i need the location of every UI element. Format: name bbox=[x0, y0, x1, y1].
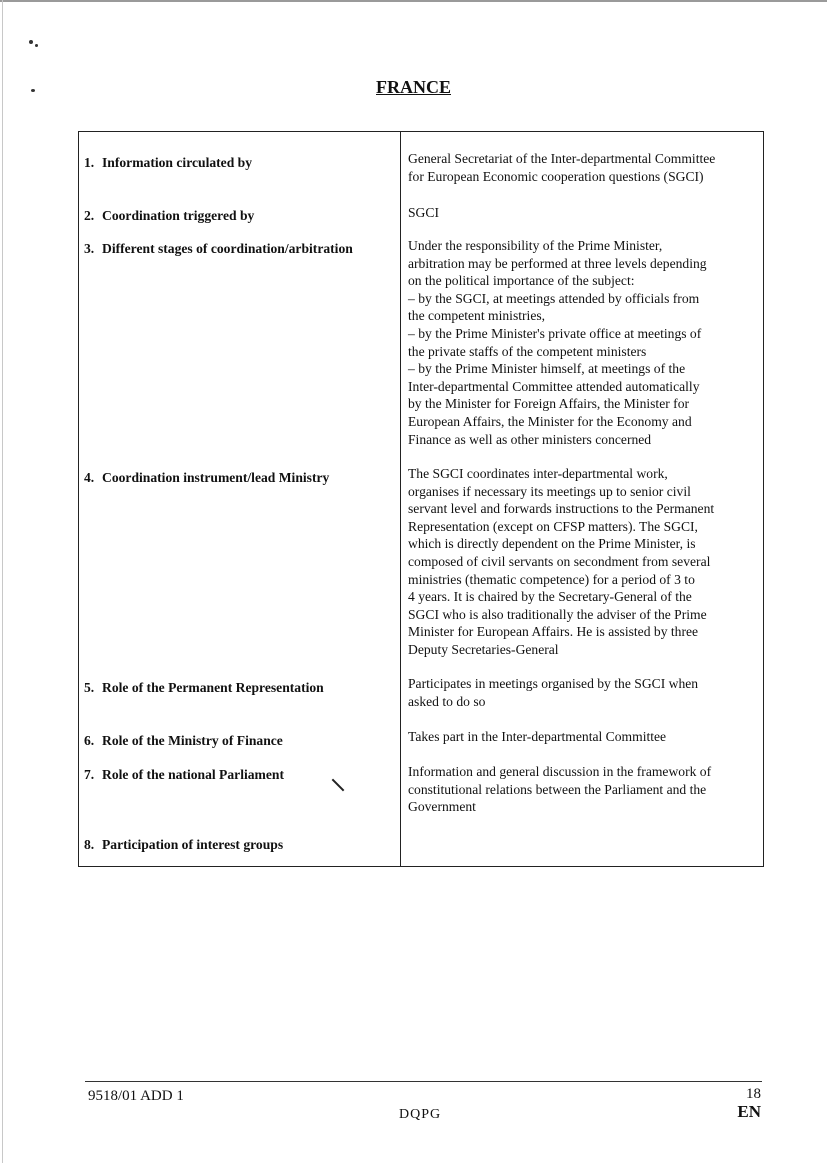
footer-rule bbox=[85, 1081, 762, 1082]
row-label-text: Role of the Permanent Representation bbox=[102, 680, 324, 695]
row-label-text: Coordination triggered by bbox=[102, 208, 255, 223]
value-line: – by the Prime Minister's private office at meetings of bbox=[408, 325, 702, 341]
value-line: the competent ministries, bbox=[408, 308, 546, 324]
value-line: Deputy Secretaries-General bbox=[408, 641, 559, 657]
row-label bbox=[84, 154, 396, 171]
value-line: General Secretariat of the Inter-departmental Committee bbox=[408, 151, 716, 166]
row-number: 1. bbox=[84, 155, 95, 170]
row-value bbox=[408, 204, 758, 222]
row-number: 5. bbox=[84, 680, 95, 695]
scan-edge-top bbox=[0, 0, 827, 2]
value-line: on the political importance of the subject: bbox=[408, 273, 635, 289]
value-line: 4 years. It is chaired by the Secretary-General of the bbox=[408, 589, 692, 605]
row-value bbox=[408, 763, 758, 816]
row-number: 4. bbox=[84, 470, 95, 485]
value-line: The SGCI coordinates inter-departmental work, bbox=[408, 466, 668, 481]
row-label bbox=[84, 766, 396, 783]
value-line: for European Economic cooperation questions (SGCI) bbox=[408, 168, 704, 184]
row-label-text: Role of the Ministry of Finance bbox=[102, 733, 283, 748]
value-line: constitutional relations between the Parliament and the bbox=[408, 781, 707, 797]
row-label-text: Coordination instrument/lead Ministry bbox=[102, 470, 330, 485]
value-line: Under the responsibility of the Prime Minister, bbox=[408, 238, 663, 253]
value-line: organises if necessary its meetings up to senior civil bbox=[408, 483, 691, 499]
value-line: which is directly dependent on the Prime Minister, is bbox=[408, 536, 696, 552]
value-line: by the Minister for Foreign Affairs, the Minister for bbox=[408, 396, 690, 412]
row-label-text: Different stages of coordination/arbitration bbox=[102, 241, 353, 256]
department-code: DQPG bbox=[399, 1107, 442, 1122]
scan-speck bbox=[29, 40, 33, 44]
value-line: Representation (except on CFSP matters). The SGCI, bbox=[408, 518, 698, 534]
row-label bbox=[84, 207, 396, 224]
row-label-text: Role of the national Parliament bbox=[102, 767, 284, 782]
coordination-table bbox=[78, 131, 764, 867]
scan-speck bbox=[35, 44, 38, 47]
row-label-text: Participation of interest groups bbox=[102, 837, 284, 852]
value-line: SGCI who is also traditionally the adviser of the Prime bbox=[408, 606, 707, 622]
row-label-text: Information circulated by bbox=[102, 155, 253, 170]
scan-edge-left bbox=[2, 0, 3, 1163]
row-number: 6. bbox=[84, 733, 95, 748]
row-label bbox=[84, 240, 396, 257]
value-line: asked to do so bbox=[408, 693, 486, 709]
value-line: servant level and forwards instructions to the Permanent bbox=[408, 501, 715, 517]
row-label bbox=[84, 836, 396, 853]
value-line: Inter-departmental Committee attended automatically bbox=[408, 378, 700, 394]
value-line: – by the SGCI, at meetings attended by officials from bbox=[408, 290, 700, 306]
value-line: Participates in meetings organised by the SGCI when bbox=[408, 676, 699, 691]
row-number: 8. bbox=[84, 837, 95, 852]
row-value bbox=[408, 150, 758, 185]
value-line: Government bbox=[408, 799, 476, 815]
row-number: 3. bbox=[84, 241, 95, 256]
value-line: the private staffs of the competent ministers bbox=[408, 343, 647, 359]
value-line: ministries (thematic competence) for a period of 3 to bbox=[408, 571, 695, 587]
row-number: 2. bbox=[84, 208, 95, 223]
row-label bbox=[84, 732, 396, 749]
row-value bbox=[408, 465, 758, 659]
row-value bbox=[408, 728, 758, 746]
row-value bbox=[408, 237, 758, 448]
language-code: EN bbox=[737, 1102, 761, 1121]
value-line: Finance as well as other ministers concerned bbox=[408, 431, 652, 447]
row-label bbox=[84, 679, 396, 696]
value-line: Information and general discussion in the framework of bbox=[408, 764, 712, 779]
value-line: – by the Prime Minister himself, at meetings of the bbox=[408, 361, 686, 377]
page-title: FRANCE bbox=[376, 77, 451, 97]
document-reference: 9518/01 ADD 1 bbox=[88, 1088, 184, 1104]
value-line: SGCI bbox=[408, 205, 439, 220]
value-line: Takes part in the Inter-departmental Committee bbox=[408, 729, 667, 744]
row-number: 7. bbox=[84, 767, 95, 782]
row-label bbox=[84, 469, 396, 486]
value-line: European Affairs, the Minister for the Economy and bbox=[408, 413, 692, 429]
row-value bbox=[408, 675, 758, 710]
column-divider bbox=[400, 132, 401, 866]
value-line: arbitration may be performed at three levels depending bbox=[408, 255, 707, 271]
value-line: Minister for European Affairs. He is assisted by three bbox=[408, 624, 699, 640]
value-line: composed of civil servants on secondment from several bbox=[408, 553, 711, 569]
page-number: 18 bbox=[746, 1086, 761, 1102]
